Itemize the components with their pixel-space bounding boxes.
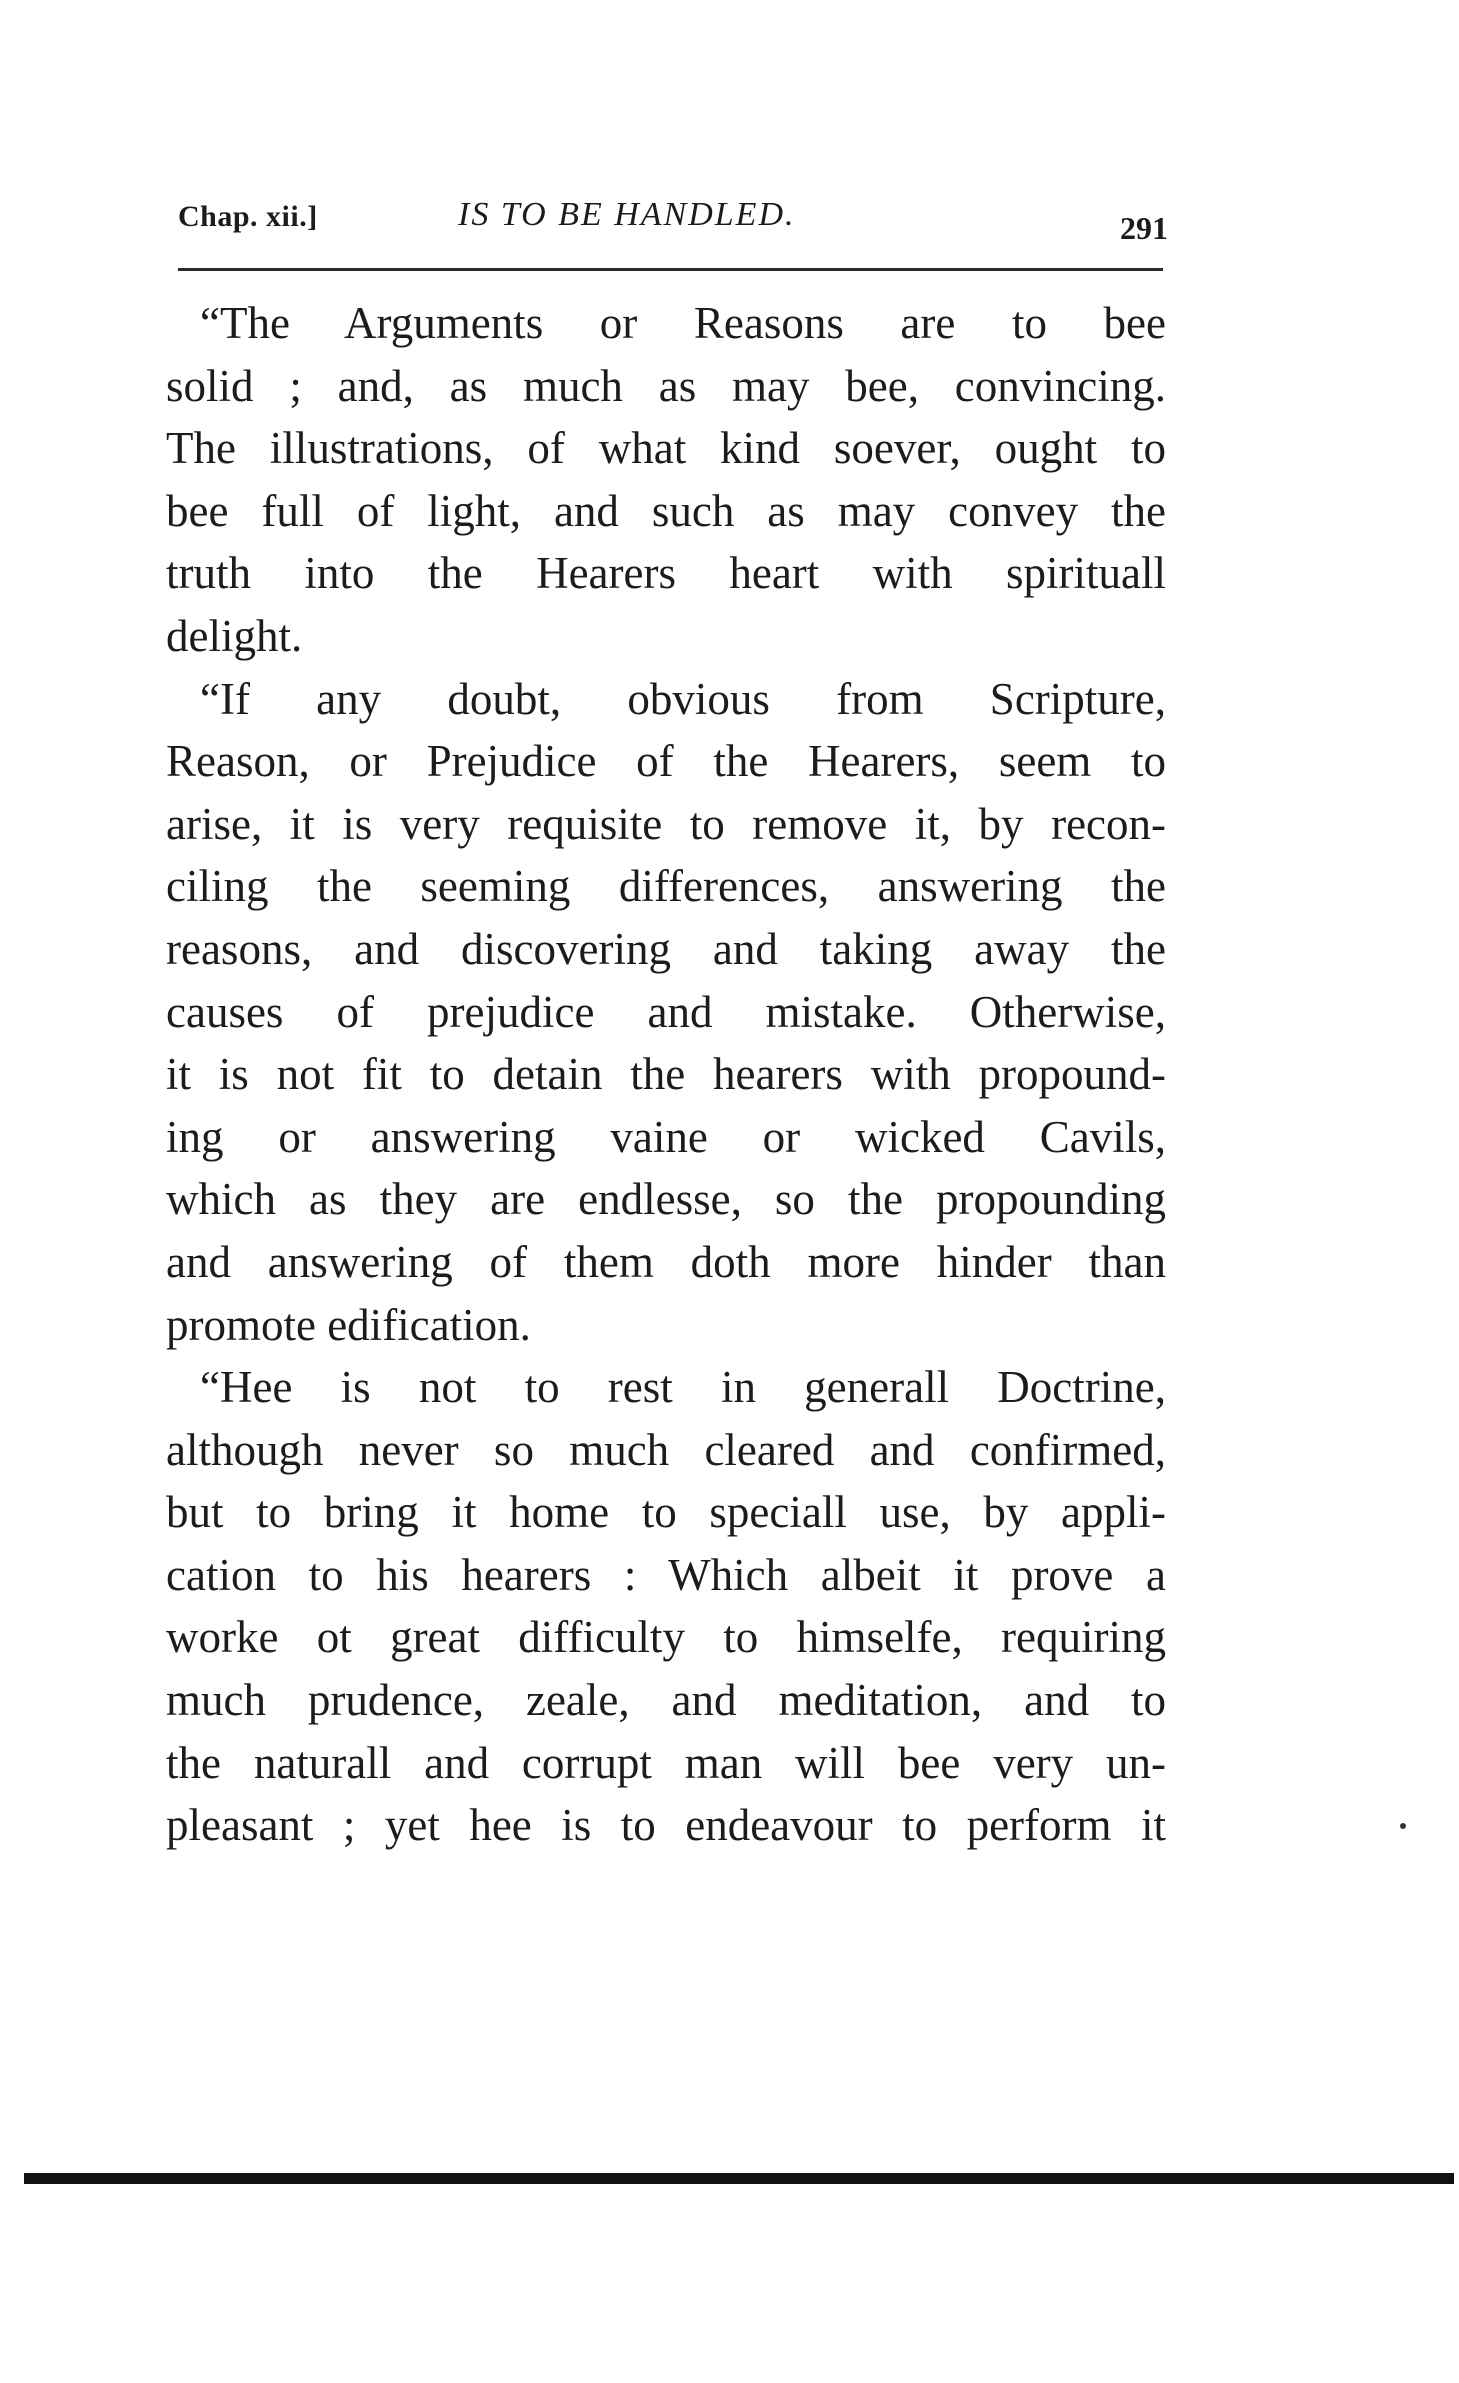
text-line: “The Arguments or Reasons are to bee [200,298,1166,348]
text-line: much prudence, zeale, and meditation, and to [166,1675,1166,1726]
ink-speck [1400,1823,1406,1829]
text-line: which as they are endlesse, so the propounding [166,1174,1166,1225]
text-line: Reason, or Prejudice of the Hearers, seem to [166,736,1166,787]
text-line: ciling the seeming differences, answering the [166,861,1166,912]
text-line: ing or answering vaine or wicked Cavils, [166,1111,1166,1162]
text-line: pleasant ; yet hee is to endeavour to perform it [166,1800,1166,1851]
text-line: cation to his hearers : Which albeit it prove a [166,1549,1166,1600]
text-line: and answering of them doth more hinder than [166,1236,1166,1287]
header-rule [178,268,1163,271]
text-line: worke ot great difficulty to himselfe, requiring [166,1612,1166,1663]
text-line: but to bring it home to speciall use, by appli- [166,1487,1166,1538]
text-line: “Hee is not to rest in generall Doctrine, [200,1362,1166,1413]
text-line: causes of prejudice and mistake. Otherwise, [166,986,1166,1037]
running-head [178,192,1168,246]
text-line: reasons, and discovering and taking away the [166,923,1166,974]
text-line: The illustrations, of what kind soever, ought to [166,423,1166,474]
running-title: IS TO BE HANDLED. [458,196,796,233]
text-line: it is not fit to detain the hearers with propound- [166,1049,1166,1100]
text-line: arise, it is very requisite to remove it, by recon- [166,798,1166,849]
bottom-rule [24,2173,1454,2184]
text-line: delight. [166,610,303,661]
text-line: solid ; and, as much as may bee, convincing. [166,360,1166,411]
text-line: the naturall and corrupt man will bee very un- [166,1737,1166,1788]
text-line: truth into the Hearers heart with spirituall [166,548,1166,599]
page-number: 291 [1120,210,1168,246]
chapter-label: Chap. xii.] [178,200,318,233]
text-line: bee full of light, and such as may convey the [166,485,1166,536]
text-line: although never so much cleared and confirmed, [166,1424,1166,1475]
text-line: promote edification. [166,1299,531,1350]
text-line: “If any doubt, obvious from Scripture, [200,673,1166,724]
body-text [166,292,1166,1857]
